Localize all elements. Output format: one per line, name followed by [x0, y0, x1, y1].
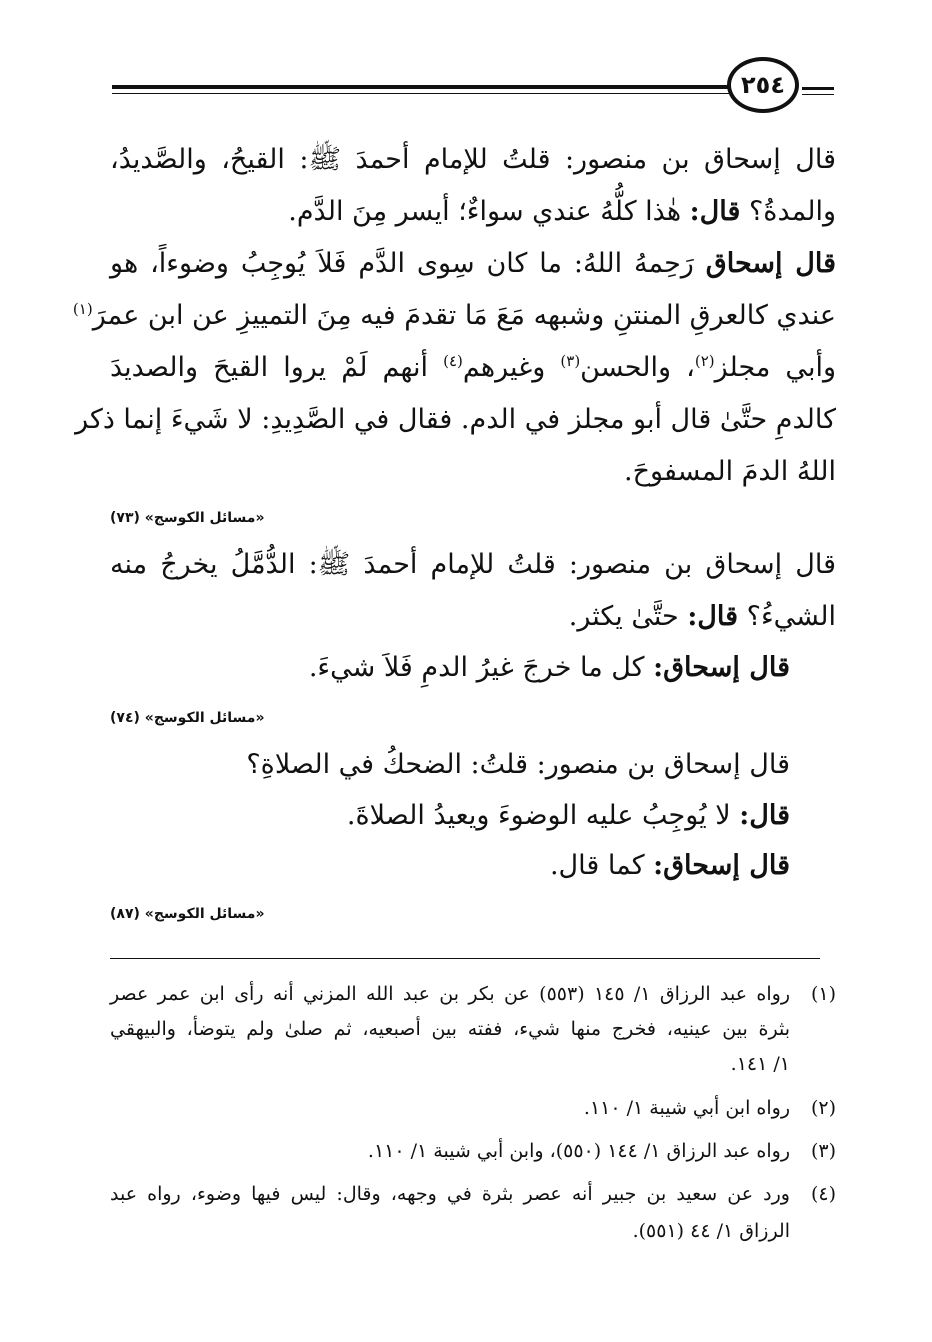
header-rule-right-thin: [802, 94, 834, 95]
footnote-number: (٢): [810, 1097, 836, 1119]
paragraph2-line4: كالدمِ حتَّىٰ قال أبو مجلز في الدم. فقال في الصَّدِيدِ: لا شَيءَ إنما ذكر: [75, 404, 836, 435]
paragraph2-line3: [110, 348, 836, 388]
paragraph1-line2-post: هٰذا كلُّهُ عندي سواءٌ؛ أيسر مِنَ الدَّم.: [288, 196, 682, 227]
paragraph2-line2: [72, 296, 836, 336]
footnote-ref-3: (٣): [560, 352, 581, 370]
paragraph4-line2: [347, 796, 790, 836]
footnote-number: (٣): [810, 1140, 836, 1162]
source-citation: «مسائل الكوسج» (٧٤): [110, 710, 265, 726]
footnote-4-line1: [110, 1178, 836, 1210]
paragraph3-line3: [309, 648, 790, 688]
source-citation: «مسائل الكوسج» (٧٣): [110, 510, 265, 526]
paragraph2-line1: [110, 244, 836, 284]
paragraph2-line5: اللهُ الدمَ المسفوحَ.: [624, 456, 836, 487]
footnote-1-line2: بثرة بين عينيه، فخرج منها شيء، ففته بين أصبعيه، ثم صلىٰ ولم يتوضأ، والبيهقي: [110, 1018, 790, 1040]
header-rule-thick: [112, 85, 730, 89]
footnote-1-line1: [110, 978, 836, 1010]
paragraph3-line2: [569, 597, 836, 637]
footnote-number: (٤): [810, 1183, 836, 1205]
paragraph3-line3-text: كل ما خرجَ غيرُ الدمِ فَلاَ شيءَ.: [308, 652, 645, 683]
paragraph4-line3-text: كما قال.: [549, 850, 645, 881]
paragraph3-line2-pre: الشيءُ؟: [746, 601, 836, 632]
footnote-text: رواه عبد الرزاق ١/ ١٤٥ (٥٥٣) عن بكر بن عبد الله المزني أنه رأى ابن عمر عصر: [110, 983, 790, 1005]
paragraph2-line3-b: ، والحسن: [580, 352, 695, 383]
paragraph3-line1: قال إسحاق بن منصور: قلتُ للإمام أحمدَ ﷺ: الدُّمَّلُ يخرجُ منه: [110, 549, 836, 580]
footnote-text: ورد عن سعيد بن جبير أنه عصر بثرة في وجهه، وقال: ليس فيها وضوء، رواه عبد: [110, 1183, 790, 1205]
footnote-ref-1: (١): [72, 300, 93, 318]
paragraph2-line3-c: وغيرهم: [462, 352, 561, 383]
speaker-label: قال إسحاق:: [653, 850, 790, 881]
header-rule-right-thick: [802, 87, 834, 90]
speaker-label: قال:: [739, 800, 790, 831]
source-citation: «مسائل الكوسج» (٨٧): [110, 906, 265, 922]
footnote-3: [368, 1135, 836, 1167]
footnote-separator: [110, 958, 820, 959]
footnote-number: (١): [810, 983, 836, 1005]
paragraph2-line3-a: وأبي مجلز: [714, 352, 836, 383]
speaker-label: قال:: [689, 196, 741, 227]
header-rule-thin: [112, 93, 730, 94]
footnote-2: [584, 1092, 836, 1124]
paragraph4-line2-text: لا يُوجِبُ عليه الوضوءَ ويعيدُ الصلاةَ.: [346, 800, 731, 831]
paragraph2-line2-text: عندي كالعرقِ المنتنِ وشبهه مَعَ مَا تقدمَ فيه مِنَ التمييزِ عن ابن عمرَ: [92, 300, 836, 331]
paragraph4-line1: قال إسحاق بن منصور: قلتُ: الضحكُ في الصلاةِ؟: [246, 749, 790, 780]
paragraph1-line1: قال إسحاق بن منصور: قلتُ للإمام أحمدَ ﷺ: القيحُ، والصَّديدُ،: [110, 144, 836, 175]
speaker-label: قال إسحاق:: [653, 652, 790, 683]
paragraph2-line1-text: رَحِمهُ اللهُ: ما كان سِوى الدَّم فَلاَ يُوجِبُ وضوءاً، هو: [110, 248, 694, 279]
footnote-4-line2: الرزاق ١/ ٤٤ (٥٥١).: [632, 1220, 790, 1242]
paragraph2-line3-d: أنهم لَمْ يروا القيحَ والصديدَ: [110, 352, 444, 383]
footnote-text: رواه عبد الرزاق ١/ ١٤٤ (٥٥٠)، وابن أبي شيبة ١/ ١١٠.: [367, 1140, 790, 1162]
speaker-label: قال إسحاق: [705, 248, 836, 279]
paragraph1-line2-pre: والمدةُ؟: [748, 196, 836, 227]
page-number: ٢٥٤: [727, 57, 799, 113]
paragraph4-line3: [550, 846, 790, 886]
footnote-ref-4: (٤): [443, 352, 463, 370]
speaker-label: قال:: [687, 601, 739, 632]
footnote-text: رواه ابن أبي شيبة ١/ ١١٠.: [583, 1097, 790, 1119]
paragraph3-line2-post: حتَّىٰ يكثر.: [568, 601, 679, 632]
paragraph1-line2: [288, 192, 836, 232]
footnote-1-line3: ١/ ١٤١.: [730, 1053, 790, 1075]
footnote-ref-2: (٢): [694, 352, 715, 370]
